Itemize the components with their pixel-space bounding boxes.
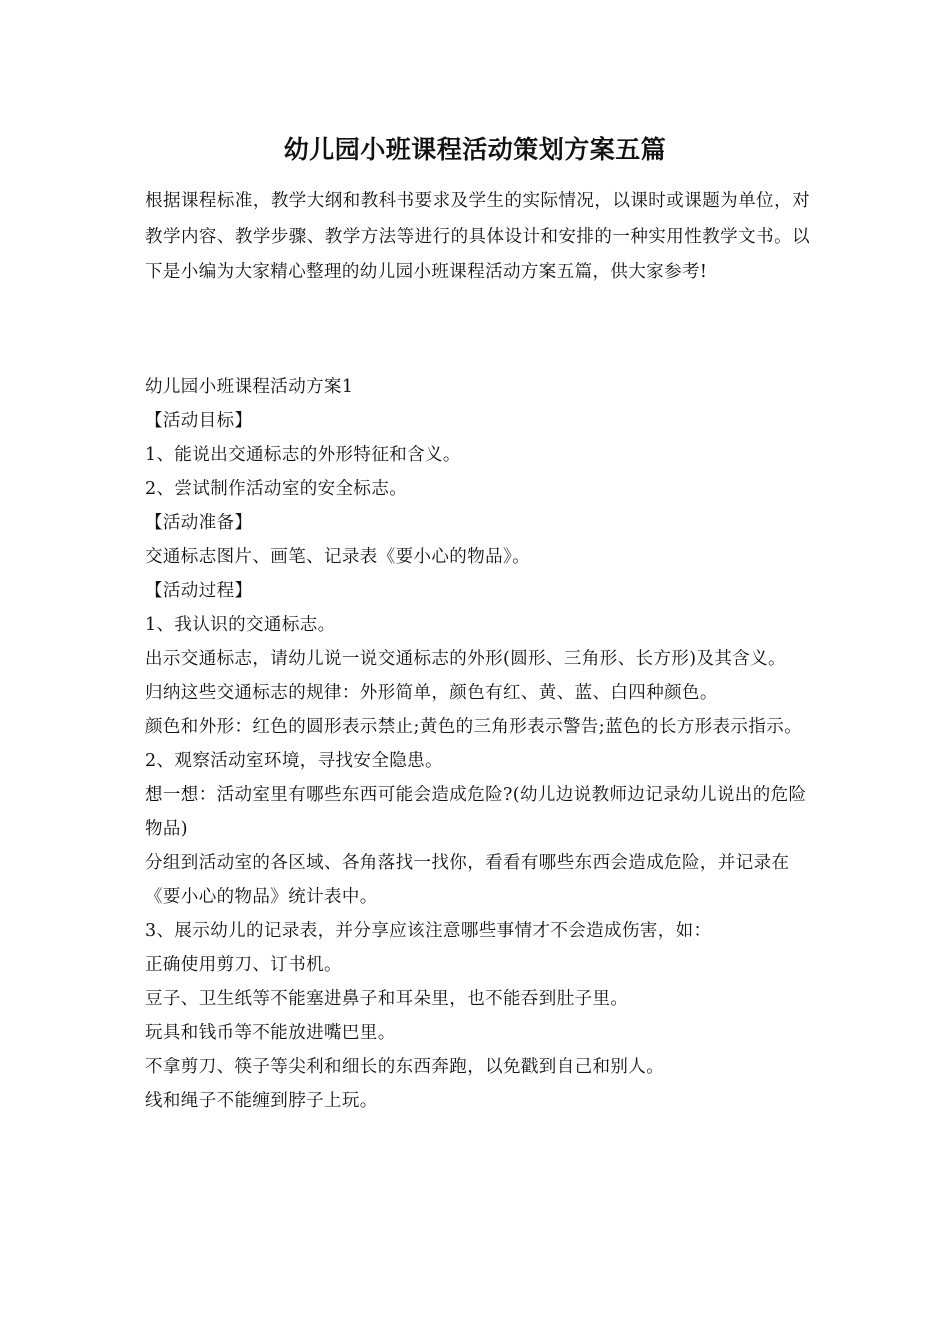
body-paragraph: 玩具和钱币等不能放进嘴巴里。: [145, 1023, 396, 1043]
intro-paragraph: 根据课程标准，教学大纲和教科书要求及学生的实际情况，以课时或课题为单位，对教学内容、教学步骤、教学方法等进行的具体设计和安排的一种实用性教学文书。以下是小编为大家精心整理的幼儿园小班课程活动方案五篇，供大家参考!: [145, 191, 810, 282]
body-paragraph: 1、能说出交通标志的外形特征和含义。: [145, 445, 461, 465]
body-paragraph: 分组到活动室的各区域、各角落找一找你，看看有哪些东西会造成危险，并记录在《要小心的物品》统计表中。: [145, 853, 790, 907]
body-paragraph: 正确使用剪刀、订书机。: [145, 955, 342, 975]
body-paragraph: 1、我认识的交通标志。: [145, 615, 336, 635]
bracket-heading-preparation: 【活动准备】: [145, 513, 253, 533]
body-paragraph: 2、观察活动室环境，寻找安全隐患。: [145, 751, 443, 771]
bracket-heading-goals: 【活动目标】: [145, 411, 253, 431]
section-heading: 幼儿园小班课程活动方案1: [145, 377, 354, 397]
body-paragraph: 2、尝试制作活动室的安全标志。: [145, 479, 408, 499]
body-paragraph: 想一想：活动室里有哪些东西可能会造成危险?(幼儿边说教师边记录幼儿说出的危险物品): [145, 785, 807, 839]
body-paragraph: 出示交通标志，请幼儿说一说交通标志的外形(圆形、三角形、长方形)及其含义。: [145, 649, 786, 669]
body-paragraph: 交通标志图片、画笔、记录表《要小心的物品》。: [145, 547, 531, 567]
body-paragraph: 线和绳子不能缠到脖子上玩。: [145, 1091, 378, 1111]
body-paragraph: 豆子、卫生纸等不能塞进鼻子和耳朵里，也不能吞到肚子里。: [145, 989, 629, 1009]
bracket-heading-process: 【活动过程】: [145, 581, 253, 601]
body-paragraph: 不拿剪刀、筷子等尖利和细长的东西奔跑，以免戳到自己和别人。: [145, 1057, 665, 1077]
body-paragraph: 3、展示幼儿的记录表，并分享应该注意哪些事情才不会造成伤害，如：: [145, 921, 712, 941]
document-body: [145, 370, 810, 1118]
body-paragraph: 颜色和外形：红色的圆形表示禁止;黄色的三角形表示警告;蓝色的长方形表示指示。: [145, 717, 802, 737]
document-title: 幼儿园小班课程活动策划方案五篇: [283, 135, 667, 164]
body-paragraph: 归纳这些交通标志的规律：外形简单，颜色有红、黄、蓝、白四种颜色。: [145, 683, 718, 703]
